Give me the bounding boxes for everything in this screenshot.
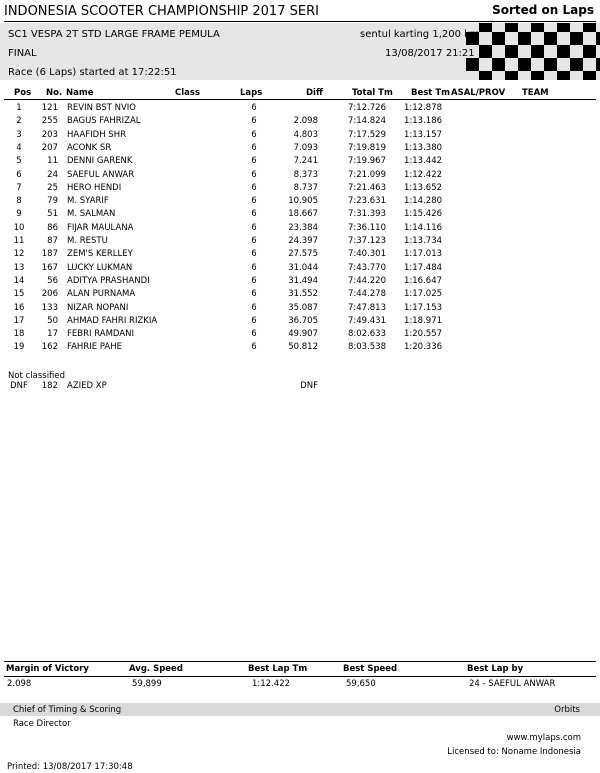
checker-square [505, 71, 518, 80]
diff-cell: 31.044 [288, 262, 318, 273]
best-time-cell: 1:12.422 [404, 169, 443, 180]
table-row [0, 183, 600, 196]
best-time-cell: 1:20.557 [404, 329, 443, 340]
checker-square [557, 45, 570, 58]
number-cell: 17 [47, 329, 58, 340]
name-cell: ADITYA PRASHANDI [67, 275, 150, 286]
table-row [0, 342, 600, 355]
pos-cell: 3 [16, 129, 22, 140]
total-time-cell: 7:19.819 [347, 142, 386, 153]
number-cell: 87 [47, 236, 58, 246]
checker-square [466, 58, 479, 71]
orbits-label: Orbits [554, 705, 580, 715]
col-team-header: TEAM [522, 88, 549, 98]
number-cell: 79 [47, 196, 58, 207]
diff-cell: 27.575 [288, 249, 318, 260]
chief-of-timing-label: Chief of Timing & Scoring [13, 705, 122, 715]
pos-cell: 13 [13, 262, 25, 273]
table-row [0, 236, 600, 249]
table-row [0, 303, 600, 316]
best-lap-tm-value: 1:12.422 [252, 679, 291, 689]
best-time-cell: 1:14.116 [404, 222, 443, 233]
sorted-label: Sorted on Laps [492, 3, 594, 17]
col-name-header: Name [66, 88, 94, 98]
laps-cell: 6 [251, 156, 257, 167]
best-lap-tm-label: Best Lap Tm [248, 664, 308, 674]
best-speed-label: Best Speed [343, 664, 398, 674]
best-lap-by-label: Best Lap by [467, 664, 524, 674]
website-link[interactable]: www.mylaps.com [506, 733, 581, 743]
checker-square [492, 58, 505, 71]
table-row [0, 209, 600, 222]
laps-cell: 6 [251, 262, 257, 273]
diff-cell: 35.087 [288, 302, 318, 313]
pos-cell: 16 [13, 302, 25, 313]
race-start-info: Race (6 Laps) started at 17:22:51 [8, 67, 177, 78]
pos-cell: 10 [13, 222, 25, 233]
best-time-cell: 1:13.734 [404, 236, 443, 246]
laps-cell: 6 [251, 116, 257, 127]
number-cell: 182 [41, 381, 58, 391]
laps-cell: 6 [251, 222, 257, 233]
name-cell: HERO HENDI [67, 182, 122, 193]
total-time-cell: 7:47.813 [347, 302, 386, 313]
col-asal-header: ASAL/PROV [451, 88, 506, 98]
name-cell: M. RESTU [67, 236, 108, 246]
license-info: Licensed to: Noname Indonesia [447, 747, 581, 757]
laps-cell: 6 [251, 196, 257, 207]
laps-cell: 6 [251, 182, 257, 193]
total-time-cell: 7:21.099 [347, 169, 386, 180]
laps-cell: 6 [251, 103, 257, 113]
diff-cell: 49.907 [288, 329, 318, 340]
laps-cell: 6 [251, 129, 257, 140]
name-cell: REVIN BST NVIO [67, 103, 137, 113]
table-row [0, 143, 600, 156]
name-cell: AZIED XP [67, 381, 107, 391]
diff-cell: 8.737 [293, 182, 318, 193]
table-row [0, 249, 600, 262]
total-time-cell: 7:21.463 [347, 182, 386, 193]
best-time-cell: 1:13.652 [404, 182, 443, 193]
total-time-cell: 7:44.278 [347, 289, 386, 300]
diff-cell: 7.093 [293, 142, 318, 153]
pos-cell: 5 [16, 156, 22, 167]
col-no-header: No. [46, 88, 63, 98]
table-row [0, 316, 600, 329]
pos-cell: 7 [16, 182, 22, 193]
checker-square [557, 23, 570, 32]
margin-label: Margin of Victory [6, 664, 89, 674]
col-diff-header: Diff [306, 88, 323, 98]
pos-cell: 1 [16, 103, 22, 113]
name-cell: BAGUS FAHRIZAL [67, 116, 141, 127]
name-cell: ZEM'S KERLLEY [67, 249, 133, 260]
total-time-cell: 7:37.123 [347, 236, 386, 246]
total-time-cell: 8:02.633 [347, 329, 386, 340]
number-cell: 24 [47, 169, 58, 180]
diff-cell: 23.384 [288, 222, 318, 233]
margin-value: 2.098 [7, 679, 32, 689]
event-name: SC1 VESPA 2T STD LARGE FRAME PEMULA [8, 29, 220, 40]
table-header-divider [4, 99, 596, 100]
avg-speed-label: Avg. Speed [129, 664, 183, 674]
laps-cell: 6 [251, 289, 257, 300]
checker-square [583, 45, 596, 58]
checker-square [531, 23, 544, 32]
laps-cell: 6 [251, 142, 257, 153]
number-cell: 56 [47, 275, 58, 286]
table-row [0, 196, 600, 209]
best-time-cell: 1:17.153 [404, 302, 443, 313]
printed-timestamp: Printed: 13/08/2017 17:30:48 [7, 762, 133, 772]
checker-square [544, 58, 557, 71]
best-time-cell: 1:17.025 [404, 289, 443, 300]
diff-cell: 10.905 [288, 196, 318, 207]
pos-cell: 15 [13, 289, 25, 300]
diff-cell: 36.705 [288, 315, 318, 326]
number-cell: 207 [41, 142, 58, 153]
laps-cell: 6 [251, 169, 257, 180]
diff-cell: DNF [300, 381, 318, 391]
checker-square [531, 45, 544, 58]
summary-mid-divider [4, 676, 596, 677]
checker-square [583, 71, 596, 80]
laps-cell: 6 [251, 302, 257, 313]
table-row [0, 223, 600, 236]
checker-square [557, 71, 570, 80]
table-row [0, 329, 600, 342]
number-cell: 133 [41, 302, 58, 313]
number-cell: 121 [41, 103, 58, 113]
pos-cell: 14 [13, 275, 25, 286]
number-cell: 50 [47, 315, 58, 326]
checker-square [531, 71, 544, 80]
table-row [0, 276, 600, 289]
pos-cell: 11 [13, 236, 25, 246]
best-time-cell: 1:16.647 [404, 275, 443, 286]
checker-square [505, 23, 518, 32]
name-cell: ACONK SR [67, 142, 112, 153]
total-time-cell: 7:43.770 [347, 262, 386, 273]
not-classified-label: Not classified [8, 371, 66, 381]
checker-square [505, 45, 518, 58]
laps-cell: 6 [251, 275, 257, 286]
laps-cell: 6 [251, 329, 257, 340]
report-title: INDONESIA SCOOTER CHAMPIONSHIP 2017 SERI [4, 4, 319, 19]
best-time-cell: 1:17.484 [404, 262, 443, 273]
best-time-cell: 1:12.878 [404, 103, 443, 113]
total-time-cell: 7:17.529 [347, 129, 386, 140]
pos-cell: 18 [13, 329, 25, 340]
table-row [0, 289, 600, 302]
checker-square [479, 23, 492, 32]
name-cell: HAAFIDH SHR [67, 129, 126, 140]
best-time-cell: 1:13.186 [404, 116, 443, 127]
number-cell: 51 [47, 209, 58, 220]
best-speed-value: 59,650 [346, 679, 376, 689]
pos-cell: 4 [16, 142, 22, 153]
number-cell: 11 [47, 156, 58, 167]
checker-square [518, 58, 531, 71]
pos-cell: 6 [16, 169, 22, 180]
table-row [0, 116, 600, 129]
name-cell: FIJAR MAULANA [67, 222, 134, 233]
total-time-cell: 7:44.220 [347, 275, 386, 286]
pos-cell: 19 [13, 342, 25, 353]
laps-cell: 6 [251, 236, 257, 246]
pos-cell: 2 [16, 116, 22, 127]
checker-square [479, 45, 492, 58]
name-cell: FAHRIE PAHE [67, 342, 122, 353]
table-row [0, 103, 600, 116]
checker-square [518, 32, 531, 45]
table-row [0, 170, 600, 183]
number-cell: 167 [41, 262, 58, 273]
number-cell: 203 [41, 129, 58, 140]
total-time-cell: 7:23.631 [347, 196, 386, 207]
best-time-cell: 1:20.336 [404, 342, 443, 353]
number-cell: 162 [41, 342, 58, 353]
col-best-header: Best Tm [411, 88, 450, 98]
total-time-cell: 7:49.431 [347, 315, 386, 326]
checker-square [596, 58, 600, 71]
col-pos-header: Pos [14, 88, 32, 98]
table-row [0, 263, 600, 276]
total-time-cell: 7:12.726 [347, 103, 386, 113]
best-lap-by-value: 24 - SAEFUL ANWAR [469, 679, 556, 689]
checker-square [583, 23, 596, 32]
laps-cell: 6 [251, 342, 257, 353]
checker-square [570, 58, 583, 71]
diff-cell: 50.812 [288, 342, 318, 353]
col-class-header: Class [175, 88, 201, 98]
checker-square [570, 32, 583, 45]
name-cell: NIZAR NOPANI [67, 302, 129, 313]
best-time-cell: 1:13.380 [404, 142, 443, 153]
number-cell: 187 [41, 249, 58, 260]
checker-square [492, 32, 505, 45]
race-director-label: Race Director [13, 719, 71, 729]
total-time-cell: 7:19.967 [347, 156, 386, 167]
total-time-cell: 7:36.110 [347, 222, 386, 233]
best-time-cell: 1:14.280 [404, 196, 443, 207]
name-cell: ALAN PURNAMA [67, 289, 136, 300]
checkered-flag-graphic [466, 23, 600, 80]
diff-cell: 8.373 [293, 169, 318, 180]
total-time-cell: 7:40.301 [347, 249, 386, 260]
name-cell: AHMAD FAHRI RIZKIA [67, 315, 158, 326]
checker-square [544, 32, 557, 45]
pos-cell: 8 [16, 196, 22, 207]
diff-cell: 2.098 [293, 116, 318, 127]
pos-cell: 12 [13, 249, 25, 260]
pos-cell: DNF [10, 381, 28, 391]
event-datetime: 13/08/2017 21:21 [385, 48, 475, 59]
diff-cell: 4.803 [293, 129, 318, 140]
best-time-cell: 1:18.971 [404, 315, 443, 326]
header-divider [4, 21, 596, 22]
table-row [0, 130, 600, 143]
number-cell: 25 [47, 182, 58, 193]
name-cell: DENNI GARENK [67, 156, 133, 167]
table-row [0, 156, 600, 169]
round-label: FINAL [8, 48, 37, 59]
best-time-cell: 1:13.442 [404, 156, 443, 167]
name-cell: M. SALMAN [67, 209, 116, 220]
pos-cell: 9 [16, 209, 22, 220]
laps-cell: 6 [251, 209, 257, 220]
not-classified-row [0, 381, 600, 394]
total-time-cell: 7:14.824 [347, 116, 386, 127]
checker-square [596, 32, 600, 45]
name-cell: SAEFUL ANWAR [67, 169, 135, 180]
laps-cell: 6 [251, 315, 257, 326]
col-laps-header: Laps [240, 88, 263, 98]
checker-square [479, 71, 492, 80]
pos-cell: 17 [13, 315, 25, 326]
diff-cell: 24.397 [288, 236, 318, 246]
diff-cell: 31.552 [288, 289, 318, 300]
name-cell: FEBRI RAMDANI [67, 329, 134, 340]
number-cell: 206 [41, 289, 58, 300]
total-time-cell: 7:31.393 [347, 209, 386, 220]
name-cell: LUCKY LUKMAN [67, 262, 133, 273]
best-time-cell: 1:17.013 [404, 249, 443, 260]
best-time-cell: 1:13.157 [404, 129, 443, 140]
track-info: sentul karting 1,200 km [360, 29, 480, 40]
name-cell: M. SYARIF [67, 196, 109, 207]
diff-cell: 31.494 [288, 275, 318, 286]
avg-speed-value: 59,899 [132, 679, 162, 689]
number-cell: 86 [47, 222, 58, 233]
best-time-cell: 1:15.426 [404, 209, 443, 220]
summary-top-divider [4, 661, 596, 662]
col-total-header: Total Tm [352, 88, 393, 98]
total-time-cell: 8:03.538 [347, 342, 386, 353]
number-cell: 255 [41, 116, 58, 127]
laps-cell: 6 [251, 249, 257, 260]
diff-cell: 7.241 [293, 156, 318, 167]
diff-cell: 18.667 [288, 209, 318, 220]
